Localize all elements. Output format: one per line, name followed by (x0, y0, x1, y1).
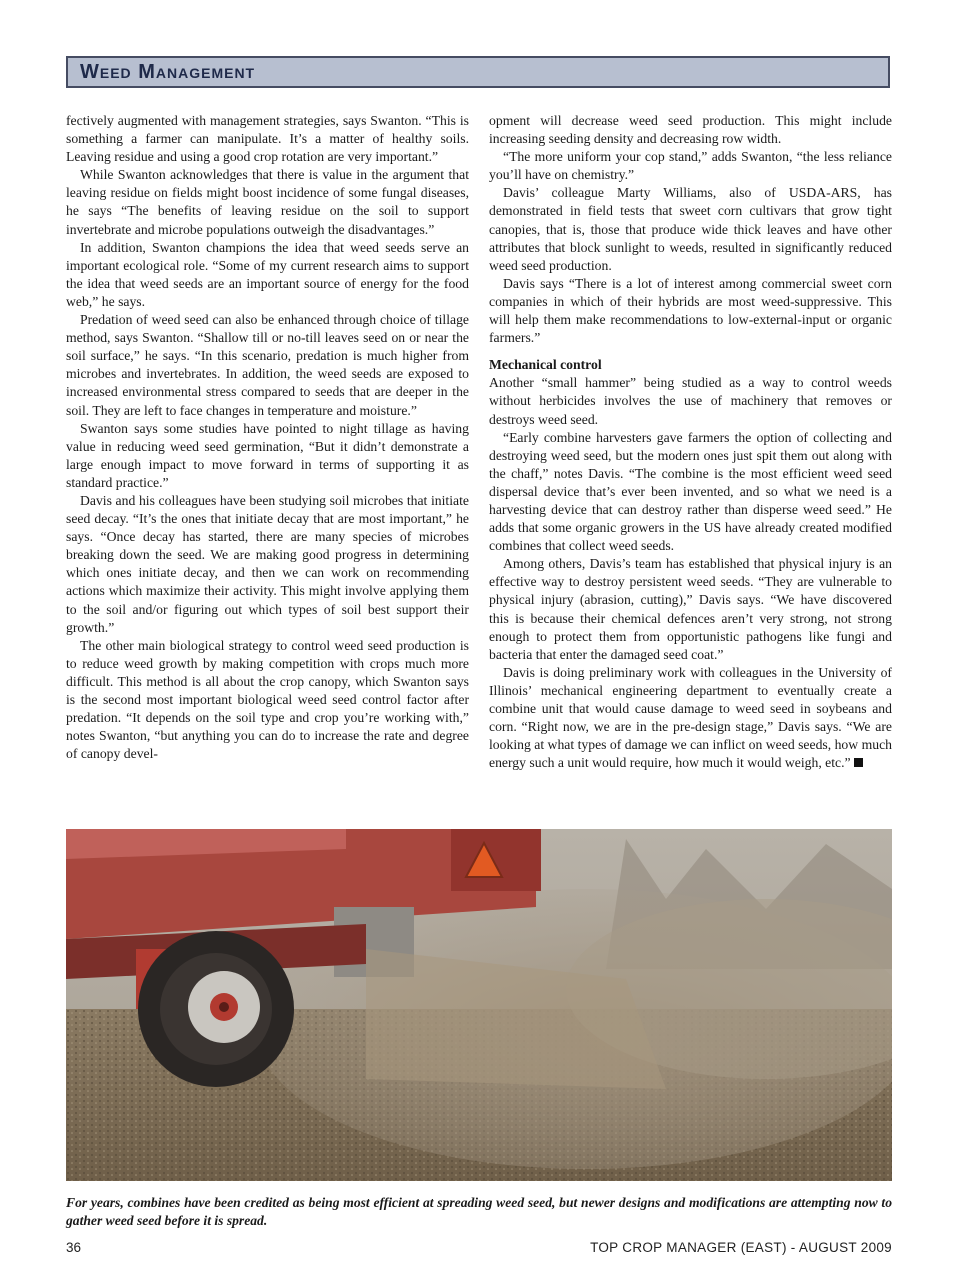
paragraph: opment will decrease weed seed production. This might include increasing seeding density and decreasing row width. (489, 113, 892, 147)
paragraph: Swanton says some studies have pointed to night tillage as having value in reducing weed seed germination, “But it didn’t demonstrate a large enough impact to move forward in terms of supporting it as standard practice.” (66, 420, 469, 490)
end-of-article-mark (854, 758, 863, 767)
combine-harvester-photo (66, 829, 892, 1181)
paragraph: While Swanton acknowledges that there is value in the argument that leaving residue on fields might boost incidence of some fungal diseases, he says “The benefits of leaving residue on the soil to support invertebrate and microbe populations outweigh the disadvantages.” (66, 167, 469, 237)
paragraph: Among others, Davis’s team has established that physical injury is an effective way to destroy persistent weed seeds. “They are vulnerable to physical injury (abrasion, cutting),” Davis says. “We have discovered this is because their chemical defences aren’t very strong, not strong enough to protect them from opportunistic pathogens like fungi and bacteria that enter the damaged seed coat.” (489, 556, 892, 662)
publication-footer: TOP CROP MANAGER (EAST) - AUGUST 2009 (590, 1240, 892, 1255)
left-column (66, 112, 469, 763)
paragraph: “The more uniform your cop stand,” adds Swanton, “the less reliance you’ll have on chemistry.” (489, 149, 892, 183)
paragraph: Davis’ colleague Marty Williams, also of USDA-ARS, has demonstrated in field tests that sweet corn cultivars that grow tight canopies, that is, those that produce wide thick leaves and have other attributes that block sunlight to weeds, resulted in significantly reduced weed seed production. (489, 185, 892, 273)
right-column (489, 112, 892, 772)
paragraph: The other main biological strategy to control weed seed production is to reduce weed growth by making competition with crops much more difficult. This method is all about the crop canopy, which Swanton says is the second most important biological weed seed control factor after predation. “It depends on the soil type and crop you’re working with,” notes Swanton, “but anything you can do to increase the rate and degree of canopy devel- (66, 637, 469, 762)
paragraph: Another “small hammer” being studied as a way to control weeds without herbicides involves the use of machinery that removes or destroys weed seed. (489, 375, 892, 427)
paragraph: “Early combine harvesters gave farmers the option of collecting and destroying weed seed, but the modern ones just spit them out along with the chaff,” notes Davis. “The combine is the most efficient weed seed dispersal device that’s ever been invented, and so what we need is a harvesting device that can destroy rather than disperse weed seed.” He adds that some organic growers in the US have already created modified combines that collect weed seeds. (489, 429, 892, 554)
photo-caption: For years, combines have been credited as being most efficient at spreading weed seed, but newer designs and modifications are attempting now to gather weed seed before it is spread. (66, 1195, 892, 1228)
section-header (66, 56, 890, 88)
paragraph: Davis and his colleagues have been studying soil microbes that initiate seed decay. “It’s the ones that initiate decay that are most important,” he says. “Once decay has started, there are many species of microbes breaking down the seed. We are making good progress in determining which ones initiate decay, and then we can work on recommending actions which maximize their activity. This might involve applying them to the soil and/or figuring out which types of soil best support their growth.” (66, 492, 469, 635)
paragraph: Davis says “There is a lot of interest among commercial sweet corn companies in which of their hybrids are most weed-suppressive. This will help them make recommendations to low-external-input or organic farmers.” (489, 275, 892, 346)
paragraph: In addition, Swanton champions the idea that weed seeds serve an important ecological role. “Some of my current research aims to support the idea that weed seeds are an important source of energy for the food web,” he says. (66, 239, 469, 309)
section-title: Weed Management (80, 60, 256, 83)
paragraph-text: Davis is doing preliminary work with colleagues in the University of Illinois’ mechanical engineering department to eventually create a combine unit that would cause damage to weed seed in soybeans and corn. “Right now, we are in the pre-design stage,” Davis says. “We are looking at what types of damage we can inflict on weed seeds, how much energy such a unit would require, how much it would weigh, etc.” (489, 664, 892, 771)
subheading: Mechanical control (489, 357, 602, 373)
paragraph (489, 664, 892, 773)
page-number: 36 (66, 1240, 82, 1255)
paragraph: Predation of weed seed can also be enhanced through choice of tillage method, says Swanton. “Shallow till or no-till leaves seed on or near the soil surface,” he says. “In this scenario, predation is much higher from microbes and invertebrates. In addition, the weed seeds are exposed to increased environmental stress compared to seeds that are deeper in the soil. They are left to face changes in temperature and moisture.” (66, 312, 469, 418)
paragraph: fectively augmented with management strategies, says Swanton. “This is something a farmer can manipulate. It’s a matter of healthy soils. Leaving residue and using a good crop rotation are very important.” (66, 113, 469, 165)
